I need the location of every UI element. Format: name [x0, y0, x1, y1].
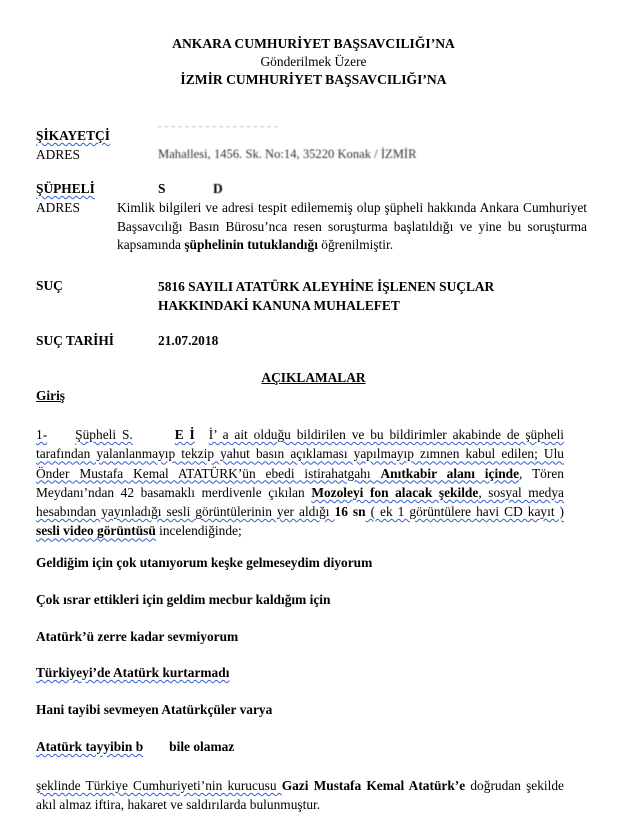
explanations-title: AÇIKLAMALAR	[261, 370, 366, 385]
crime-description: 5816 SAYILI ATATÜRK ALEYHİNE İŞLENEN SUÇLAR HAKKINDAKİ KANUNA MUHALEFET	[158, 279, 495, 313]
quote-6: Atatürk tayyibin b bile olamaz	[36, 739, 235, 754]
suspect-address-text: Kimlik bilgileri ve adresi tespit edilememiş olup şüpheli hakkında Ankara Cumhuriyet Başsavcılığı Basın Bürosu’nca resen soruşturma başlatıldığı ve yine bu soruşturma kapsamında şüphelinin tutuklandığı öğrenilmiştir.	[117, 200, 587, 252]
paragraph-1: 1- Şüpheli S. E İ İ’ a ait olduğu bildirilen ve bu bildirimler akabinde de şüpheli tarafından yalanlanmayıp tekzip yahut basın açıklaması yapılmayıp zımnen kabul edilen; Ulu Önder Mustafa Kemal ATATÜRK’ün ebedi istirahatgahı Anıtkabir alanı içinde, Tören Meydanı’ndan 42 basamaklı merdivenle çıkılan Mozoleyi fon alacak şekilde, sosyal medya hesabından yayınladığı sesli görüntülerinin yer aldığı 16 sn ( ek 1 görüntülere havi CD kayıt ) sesli video görüntüsü incelendiğinde;	[36, 427, 565, 539]
intro-heading: Giriş	[36, 388, 66, 403]
header-title: ANKARA CUMHURİYET BAŞSAVCILIĞI’NA	[172, 36, 455, 51]
header-subtitle: Gönderilmek Üzere	[260, 54, 367, 69]
suspect-label: ŞÜPHELİ	[36, 181, 95, 196]
quote-3: Atatürk’ü zerre kadar sevmiyorum	[36, 629, 239, 644]
crime-date-label: SUÇ TARİHİ	[36, 333, 115, 348]
suspect-initial-2: D	[213, 181, 223, 196]
crime-date-value: 21.07.2018	[158, 333, 219, 348]
complainant-label: ŞİKAYETÇİ	[36, 128, 110, 143]
complainant-address: Mahallesi, 1456. Sk. No:14, 35220 Konak / İZMİR	[158, 147, 417, 161]
crime-label: SUÇ	[36, 278, 63, 293]
quote-4: Türkiyeyi’de Atatürk kurtarmadı	[36, 665, 230, 680]
quote-2: Çok ısrar ettikleri için geldim mecbur kaldığım için	[36, 592, 331, 607]
header-recipient: İZMİR CUMHURİYET BAŞSAVCILIĞI’NA	[180, 72, 447, 87]
suspect-initial-1: S	[158, 181, 166, 196]
quote-1: Geldiğim için çok utanıyorum keşke gelmeseydim diyorum	[36, 555, 373, 570]
complainant-redacted: ‾ ‾ ‾ ‾ ‾ ‾ ‾ ‾ ‾ ‾ ‾ ‾ ‾ ‾ ‾ ‾ ‾ ‾	[158, 127, 278, 138]
suspect-address-label: ADRES	[36, 200, 80, 215]
closing-paragraph: şeklinde Türkiye Cumhuriyeti’nin kurucusu Gazi Mustafa Kemal Atatürk’e doğrudan şekilde akıl almaz iftira, hakaret ve saldırılarda bulunmuştur.	[36, 778, 565, 813]
quote-5: Hani tayibi sevmeyen Atatürkçüler varya	[36, 702, 273, 717]
complainant-address-label: ADRES	[36, 147, 80, 162]
